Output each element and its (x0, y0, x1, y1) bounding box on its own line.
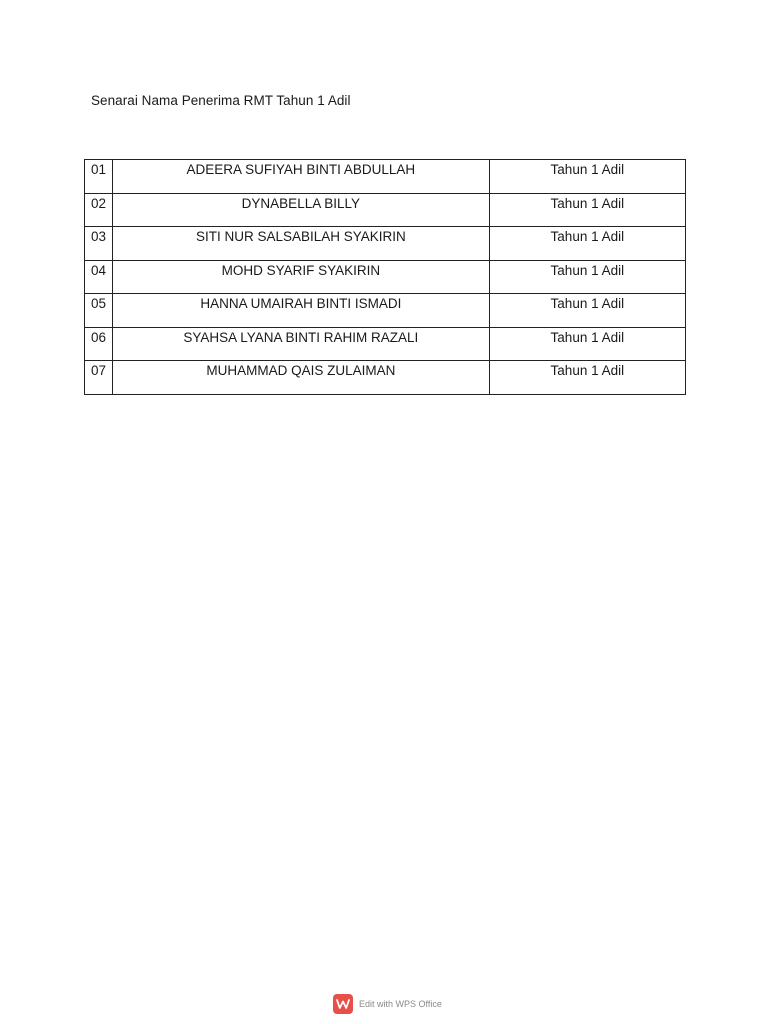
class-name-cell (489, 294, 685, 328)
document-title: Senarai Nama Penerima RMT Tahun 1 Adil (91, 93, 351, 108)
student-name-cell (113, 193, 490, 227)
class-name: Tahun 1 Adil (550, 329, 625, 345)
class-name-cell (489, 160, 685, 194)
table-row (85, 260, 686, 294)
student-name-cell (113, 294, 490, 328)
class-name: Tahun 1 Adil (550, 195, 625, 211)
row-number-cell (85, 327, 113, 361)
student-name-cell (113, 227, 490, 261)
table-row (85, 327, 686, 361)
student-name-cell (113, 327, 490, 361)
row-number-cell (85, 294, 113, 328)
row-number: 03 (91, 229, 107, 244)
student-name: SYAHSA LYANA BINTI RAHIM RAZALI (183, 329, 419, 345)
row-number: 06 (91, 329, 107, 345)
table-row (85, 227, 686, 261)
student-name: ADEERA SUFIYAH BINTI ABDULLAH (186, 162, 416, 177)
row-number-cell (85, 193, 113, 227)
class-name: Tahun 1 Adil (550, 229, 625, 244)
row-number-cell (85, 160, 113, 194)
table-row (85, 294, 686, 328)
student-name: SITI NUR SALSABILAH SYAKIRIN (195, 229, 406, 244)
wps-footer-link[interactable] (333, 994, 442, 1014)
class-name: Tahun 1 Adil (550, 296, 625, 311)
student-name: MOHD SYARIF SYAKIRIN (221, 262, 381, 278)
row-number: 05 (91, 296, 107, 311)
recipient-table (84, 159, 686, 395)
row-number-cell (85, 260, 113, 294)
class-name-cell (489, 361, 685, 395)
table-row (85, 193, 686, 227)
student-name-cell (113, 361, 490, 395)
class-name-cell (489, 327, 685, 361)
table-row (85, 361, 686, 395)
student-name: DYNABELLA BILLY (241, 195, 360, 211)
row-number-cell (85, 361, 113, 395)
class-name-cell (489, 193, 685, 227)
row-number: 02 (91, 195, 107, 211)
class-name-cell (489, 227, 685, 261)
class-name: Tahun 1 Adil (550, 363, 625, 378)
row-number: 01 (91, 162, 107, 177)
row-number: 04 (91, 262, 107, 278)
student-name: MUHAMMAD QAIS ZULAIMAN (206, 363, 396, 378)
row-number: 07 (91, 363, 107, 378)
class-name-cell (489, 260, 685, 294)
wps-office-logo-icon (333, 994, 353, 1014)
class-name: Tahun 1 Adil (550, 262, 625, 278)
student-name: HANNA UMAIRAH BINTI ISMADI (200, 296, 402, 311)
table-row (85, 160, 686, 194)
student-name-cell (113, 260, 490, 294)
class-name: Tahun 1 Adil (550, 162, 625, 177)
wps-footer-text: Edit with WPS Office (359, 999, 442, 1009)
row-number-cell (85, 227, 113, 261)
student-name-cell (113, 160, 490, 194)
wps-logo-glyph (336, 998, 350, 1010)
